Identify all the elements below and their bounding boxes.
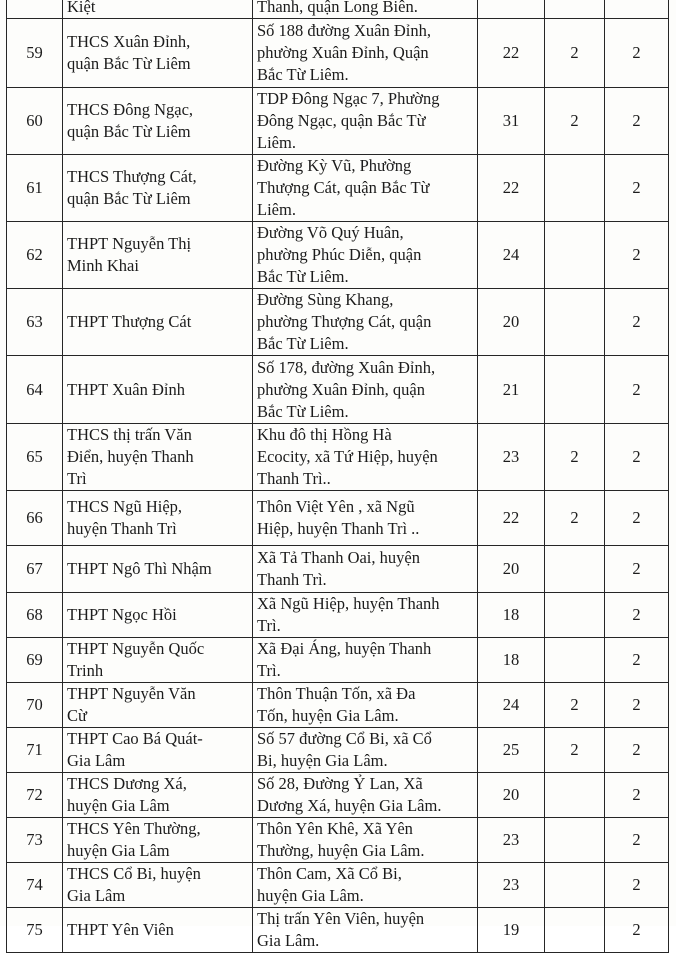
address-cell xyxy=(253,773,478,818)
address-line: Liêm. xyxy=(257,133,296,152)
address-cell xyxy=(253,356,478,424)
stt-cell: 59 xyxy=(7,19,63,88)
col5-cell: 2 xyxy=(545,491,605,546)
school-name-line: THCS Xuân Đỉnh, xyxy=(67,32,191,51)
school-name-line: THPT Ngọc Hồi xyxy=(67,605,177,624)
address-line: Số 188 đường Xuân Đỉnh, xyxy=(257,21,431,40)
school-name-line: THCS Cổ Bi, huyện xyxy=(67,864,201,883)
address-line: Số 178, đường Xuân Đỉnh, xyxy=(257,357,436,377)
address-line: Đường Sùng Khang, xyxy=(257,290,394,309)
stt-cell xyxy=(7,0,63,19)
table-row-partial xyxy=(7,0,669,19)
address-cell xyxy=(253,818,478,863)
address-cell xyxy=(253,683,478,728)
address-cell xyxy=(253,222,478,289)
table-row xyxy=(7,155,669,222)
school-name-line: THPT Thượng Cát xyxy=(67,312,192,331)
col5-cell xyxy=(545,638,605,683)
col4-cell: 20 xyxy=(478,289,545,356)
address-cell xyxy=(253,289,478,356)
col5-cell: 2 xyxy=(545,424,605,491)
col6-cell: 2 xyxy=(605,863,669,908)
col5-cell xyxy=(545,818,605,863)
table-row xyxy=(7,356,669,424)
col6-cell: 2 xyxy=(605,424,669,491)
col4-cell: 23 xyxy=(478,863,545,908)
col5-cell xyxy=(545,0,605,19)
address-line: Gia Lâm. xyxy=(257,931,320,950)
col4-cell: 20 xyxy=(478,773,545,818)
school-name-line: quận Bắc Từ Liêm xyxy=(67,122,191,141)
address-line: Bắc Từ Liêm. xyxy=(257,65,349,84)
col4-cell: 18 xyxy=(478,593,545,638)
table-row xyxy=(7,289,669,356)
address-cell xyxy=(253,908,478,953)
col4-cell: 22 xyxy=(478,19,545,88)
school-name-line: THPT Ngô Thì Nhậm xyxy=(67,559,212,578)
stt-cell: 62 xyxy=(7,222,63,289)
address-cell xyxy=(253,728,478,773)
table-row xyxy=(7,638,669,683)
col4-cell: 23 xyxy=(478,818,545,863)
stt-cell: 71 xyxy=(7,728,63,773)
address-line: Khu đô thị Hồng Hà xyxy=(257,425,392,444)
school-name-line: quận Bắc Từ Liêm xyxy=(67,54,191,73)
table-row xyxy=(7,593,669,638)
school-name-line: Kiệt xyxy=(67,0,96,16)
table-row xyxy=(7,908,669,953)
col4-cell xyxy=(478,0,545,19)
col6-cell: 2 xyxy=(605,356,669,424)
school-name-line: THCS thị trấn Văn xyxy=(67,425,192,444)
address-line: Liêm. xyxy=(257,200,296,219)
school-name-line: THCS Thượng Cát, xyxy=(67,167,197,186)
col5-cell xyxy=(545,593,605,638)
school-name-cell xyxy=(63,908,253,953)
stt-cell: 63 xyxy=(7,289,63,356)
table-row xyxy=(7,424,669,491)
col5-cell: 2 xyxy=(545,19,605,88)
col6-cell: 2 xyxy=(605,88,669,155)
table-row xyxy=(7,19,669,88)
address-cell xyxy=(253,593,478,638)
col5-cell: 2 xyxy=(545,88,605,155)
address-line: Thị trấn Yên Viên, huyện xyxy=(257,909,425,928)
table-row xyxy=(7,491,669,546)
stt-cell: 65 xyxy=(7,424,63,491)
col4-cell: 31 xyxy=(478,88,545,155)
school-name-line: THCS Yên Thường, xyxy=(67,819,201,838)
address-line: Thanh, quận Long Biên. xyxy=(257,0,418,16)
address-line: Thôn Yên Khê, Xã Yên xyxy=(257,819,413,838)
address-line: Thượng Cát, quận Bắc Từ xyxy=(257,178,430,197)
school-name-cell xyxy=(63,728,253,773)
col5-cell xyxy=(545,222,605,289)
table-row xyxy=(7,863,669,908)
address-line: Đông Ngạc, quận Bắc Từ xyxy=(257,111,426,130)
school-name-cell xyxy=(63,222,253,289)
col5-cell xyxy=(545,155,605,222)
address-line: Dương Xá, huyện Gia Lâm. xyxy=(257,796,442,815)
school-name-line: Gia Lâm xyxy=(67,751,126,770)
school-name-line: Gia Lâm xyxy=(67,886,126,905)
school-name-line: THPT Nguyễn Quốc xyxy=(67,639,205,658)
col5-cell xyxy=(545,773,605,818)
school-name-line: quận Bắc Từ Liêm xyxy=(67,189,191,208)
col5-cell xyxy=(545,289,605,356)
school-name-cell xyxy=(63,289,253,356)
col6-cell: 2 xyxy=(605,289,669,356)
address-cell xyxy=(253,863,478,908)
school-name-line: THCS Ngũ Hiệp, xyxy=(67,497,183,516)
school-name-cell xyxy=(63,491,253,546)
col4-cell: 19 xyxy=(478,908,545,953)
school-name-cell xyxy=(63,88,253,155)
col6-cell: 2 xyxy=(605,908,669,953)
stt-cell: 69 xyxy=(7,638,63,683)
school-name-cell xyxy=(63,773,253,818)
col4-cell: 25 xyxy=(478,728,545,773)
address-line: Bắc Từ Liêm. xyxy=(257,334,349,353)
school-name-cell xyxy=(63,546,253,593)
school-name-line: Điển, huyện Thanh xyxy=(67,447,194,466)
school-name-cell xyxy=(63,638,253,683)
address-line: TDP Đông Ngạc 7, Phường xyxy=(257,89,440,108)
address-line: Số 28, Đường Ỷ Lan, Xã xyxy=(257,774,423,793)
col6-cell: 2 xyxy=(605,728,669,773)
address-line: Thôn Thuận Tốn, xã Đa xyxy=(257,684,416,703)
col5-cell xyxy=(545,863,605,908)
address-line: Thôn Cam, Xã Cổ Bi, xyxy=(257,864,402,883)
stt-cell: 64 xyxy=(7,356,63,424)
col4-cell: 24 xyxy=(478,222,545,289)
table-row xyxy=(7,773,669,818)
col4-cell: 21 xyxy=(478,356,545,424)
address-line: Bắc Từ Liêm. xyxy=(257,267,349,286)
address-line: Xã Ngũ Hiệp, huyện Thanh xyxy=(257,594,440,613)
col5-cell: 2 xyxy=(545,683,605,728)
address-line: Bắc Từ Liêm. xyxy=(257,401,349,421)
address-line: phường Thượng Cát, quận xyxy=(257,312,432,331)
address-line: Thanh Trì.. xyxy=(257,469,331,488)
school-name-line: THPT Xuân Đỉnh xyxy=(67,379,185,399)
col6-cell xyxy=(605,0,669,19)
school-name-line: THPT Nguyễn Văn xyxy=(67,684,196,703)
school-name-line: Trinh xyxy=(67,661,104,680)
col6-cell: 2 xyxy=(605,155,669,222)
address-cell xyxy=(253,155,478,222)
stt-cell: 67 xyxy=(7,546,63,593)
address-cell xyxy=(253,88,478,155)
col6-cell: 2 xyxy=(605,222,669,289)
school-name-line: huyện Thanh Trì xyxy=(67,519,177,538)
address-line: Hiệp, huyện Thanh Trì .. xyxy=(257,519,420,538)
address-line: Bi, huyện Gia Lâm. xyxy=(257,751,388,770)
table-row xyxy=(7,818,669,863)
school-name-line: THPT Yên Viên xyxy=(67,920,174,939)
stt-cell: 75 xyxy=(7,908,63,953)
stt-cell: 68 xyxy=(7,593,63,638)
col5-cell xyxy=(545,908,605,953)
col4-cell: 20 xyxy=(478,546,545,593)
col6-cell: 2 xyxy=(605,683,669,728)
table-body xyxy=(7,0,669,953)
address-line: Tốn, huyện Gia Lâm. xyxy=(257,706,399,725)
col6-cell: 2 xyxy=(605,818,669,863)
school-name-line: Cừ xyxy=(67,706,87,725)
school-name-cell xyxy=(63,424,253,491)
address-cell xyxy=(253,638,478,683)
col6-cell: 2 xyxy=(605,491,669,546)
address-line: Thanh Trì. xyxy=(257,570,327,589)
address-line: Đường Kỳ Vũ, Phường xyxy=(257,156,412,175)
address-line: phường Xuân Đỉnh, quận xyxy=(257,379,425,399)
address-cell xyxy=(253,19,478,88)
address-line: Xã Đại Áng, huyện Thanh xyxy=(257,639,432,658)
address-line: huyện Gia Lâm. xyxy=(257,886,364,905)
address-line: Xã Tả Thanh Oai, huyện xyxy=(257,548,420,567)
address-cell xyxy=(253,424,478,491)
school-name-cell xyxy=(63,863,253,908)
school-name-cell xyxy=(63,593,253,638)
school-name-line: THPT Nguyễn Thị xyxy=(67,234,192,253)
address-line: Trì. xyxy=(257,661,281,680)
school-name-line: huyện Gia Lâm xyxy=(67,796,170,815)
table-row xyxy=(7,546,669,593)
col5-cell xyxy=(545,356,605,424)
address-line: Trì. xyxy=(257,616,281,635)
col6-cell: 2 xyxy=(605,19,669,88)
address-line: phường Xuân Đỉnh, Quận xyxy=(257,43,429,62)
col4-cell: 18 xyxy=(478,638,545,683)
address-line: Ecocity, xã Tứ Hiệp, huyện xyxy=(257,447,438,466)
stt-cell: 73 xyxy=(7,818,63,863)
address-cell xyxy=(253,546,478,593)
col4-cell: 23 xyxy=(478,424,545,491)
address-line: Đường Võ Quý Huân, xyxy=(257,223,404,242)
address-cell xyxy=(253,0,478,19)
address-line: phường Phúc Diễn, quận xyxy=(257,245,422,264)
school-name-cell xyxy=(63,683,253,728)
col6-cell: 2 xyxy=(605,546,669,593)
col5-cell xyxy=(545,546,605,593)
stt-cell: 61 xyxy=(7,155,63,222)
stt-cell: 70 xyxy=(7,683,63,728)
school-name-line: THCS Đông Ngạc, xyxy=(67,100,194,119)
stt-cell: 72 xyxy=(7,773,63,818)
table-row xyxy=(7,728,669,773)
stt-cell: 74 xyxy=(7,863,63,908)
address-cell xyxy=(253,491,478,546)
table-row xyxy=(7,683,669,728)
col4-cell: 22 xyxy=(478,491,545,546)
col5-cell: 2 xyxy=(545,728,605,773)
school-name-cell xyxy=(63,356,253,424)
stt-cell: 66 xyxy=(7,491,63,546)
school-name-line: Minh Khai xyxy=(67,256,139,275)
school-name-line: THPT Cao Bá Quát- xyxy=(67,729,203,748)
school-name-cell xyxy=(63,19,253,88)
school-name-cell xyxy=(63,818,253,863)
address-line: Thường, huyện Gia Lâm. xyxy=(257,841,425,860)
address-line: Thôn Việt Yên , xã Ngũ xyxy=(257,497,415,516)
stt-cell: 60 xyxy=(7,88,63,155)
col6-cell: 2 xyxy=(605,638,669,683)
table-row xyxy=(7,88,669,155)
school-table xyxy=(6,0,669,953)
address-line: Số 57 đường Cổ Bi, xã Cổ xyxy=(257,729,432,748)
col6-cell: 2 xyxy=(605,593,669,638)
col4-cell: 22 xyxy=(478,155,545,222)
school-name-cell xyxy=(63,0,253,19)
school-name-cell xyxy=(63,155,253,222)
col6-cell: 2 xyxy=(605,773,669,818)
col4-cell: 24 xyxy=(478,683,545,728)
school-name-line: Trì xyxy=(67,469,87,488)
school-name-line: huyện Gia Lâm xyxy=(67,841,170,860)
school-name-line: THCS Dương Xá, xyxy=(67,774,187,793)
table-row xyxy=(7,222,669,289)
